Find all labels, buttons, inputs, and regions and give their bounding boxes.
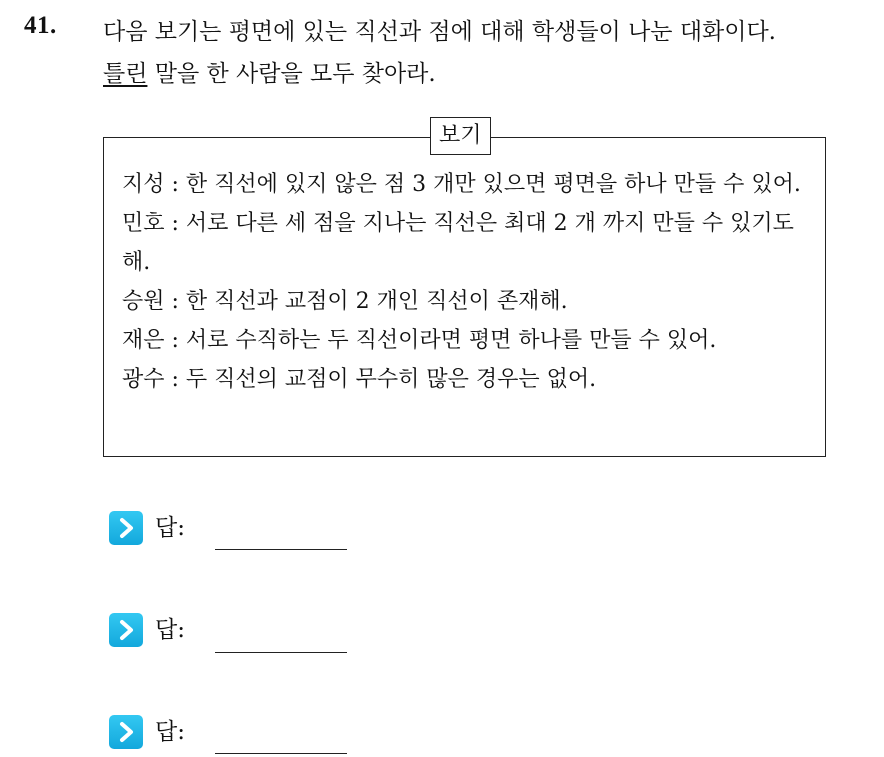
question-line-2-rest: 말을 한 사람을 모두 찾아라. xyxy=(147,61,436,87)
answer-row-3 xyxy=(109,715,185,749)
answer-blank-1[interactable] xyxy=(215,549,347,550)
question-text xyxy=(103,11,873,95)
answer-row-1 xyxy=(109,511,185,545)
underlined-word: 틀린 xyxy=(103,61,148,87)
answer-label: 답: xyxy=(155,515,185,541)
example-box-title: 보기 xyxy=(430,117,491,155)
chevron-right-icon xyxy=(109,511,143,545)
answer-label: 답: xyxy=(155,719,185,745)
question-line-2 xyxy=(103,53,873,95)
dialogue-list xyxy=(122,165,817,399)
dialogue-line-minho: 민호 : 서로 다른 세 점을 지나는 직선은 최대 2 개 까지 만들 수 있기도 해. xyxy=(122,211,794,275)
answer-row-2 xyxy=(109,613,185,647)
dialogue-line-gwangsu: 광수 : 두 직선의 교점이 무수히 많은 경우는 없어. xyxy=(122,367,597,392)
question-number: 41. xyxy=(24,12,57,39)
dialogue-line-jiseong: 지성 : 한 직선에 있지 않은 점 3 개만 있으면 평면을 하나 만들 수 있어. xyxy=(122,172,801,197)
chevron-right-icon xyxy=(109,715,143,749)
chevron-right-icon xyxy=(109,613,143,647)
answer-blank-3[interactable] xyxy=(215,753,347,754)
question-line-1: 다음 보기는 평면에 있는 직선과 점에 대해 학생들이 나눈 대화이다. xyxy=(103,19,776,45)
answer-label: 답: xyxy=(155,617,185,643)
dialogue-line-jaeeun: 재은 : 서로 수직하는 두 직선이라면 평면 하나를 만들 수 있어. xyxy=(122,328,717,353)
answer-blank-2[interactable] xyxy=(215,652,347,653)
dialogue-line-seungwon: 승원 : 한 직선과 교점이 2 개인 직선이 존재해. xyxy=(122,289,568,314)
